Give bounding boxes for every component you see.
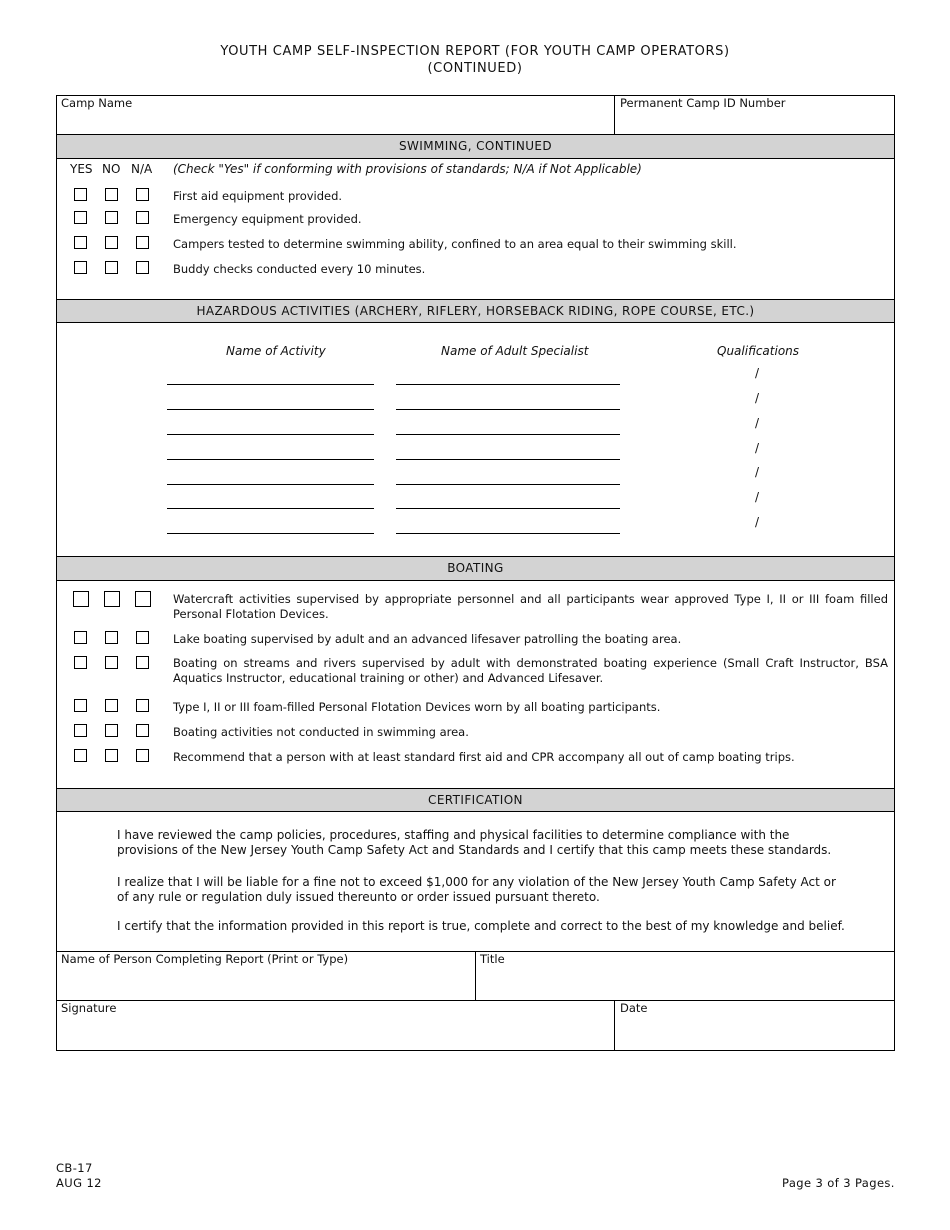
swimming-instruction: (Check "Yes" if conforming with provisions of standards; N/A if Not Applicable) (173, 162, 642, 176)
divider (56, 1000, 895, 1001)
swim-4-na-checkbox[interactable] (136, 261, 149, 274)
activity-input-6[interactable] (167, 508, 374, 509)
activity-input-5[interactable] (167, 484, 374, 485)
qualification-slash: / (755, 465, 760, 479)
activity-input-1[interactable] (167, 384, 374, 385)
boat-5-no-checkbox[interactable] (105, 724, 118, 737)
swim-2-yes-checkbox[interactable] (74, 211, 87, 224)
hazardous-heading: HAZARDOUS ACTIVITIES (ARCHERY, RIFLERY, HORSEBACK RIDING, ROPE COURSE, ETC.) (56, 299, 895, 323)
boat-item-2: Lake boating supervised by adult and an advanced lifesaver patrolling the boating area. (173, 632, 682, 646)
boat-item-1: Watercraft activities supervised by appropriate personnel and all participants wear approved Type I, II or III foam filled Personal Flotation Devices. (173, 592, 888, 621)
boat-5-yes-checkbox[interactable] (74, 724, 87, 737)
swim-item-4: Buddy checks conducted every 10 minutes. (173, 262, 426, 276)
qualification-slash: / (755, 391, 760, 405)
qualification-slash: / (755, 416, 760, 430)
swim-item-2: Emergency equipment provided. (173, 212, 362, 226)
report-subtitle: (CONTINUED) (427, 61, 523, 76)
signature-label: Signature (61, 1001, 117, 1015)
boat-2-na-checkbox[interactable] (136, 631, 149, 644)
boat-6-no-checkbox[interactable] (105, 749, 118, 762)
specialist-input-2[interactable] (396, 409, 620, 410)
name-label: Name of Person Completing Report (Print or Type) (61, 952, 349, 966)
swim-3-yes-checkbox[interactable] (74, 236, 87, 249)
specialist-input-4[interactable] (396, 459, 620, 460)
signature-field[interactable] (57, 1016, 613, 1050)
col-no-label: NO (102, 162, 121, 176)
boat-item-3: Boating on streams and rivers supervised by adult with demonstrated boating experience (Small Craft Instructor, BSA Aquatics Instructor, educational training or other) and Advanced Lifesaver. (173, 656, 888, 685)
title-field[interactable] (476, 967, 894, 1000)
form-code: CB-17 (56, 1161, 93, 1175)
date-field[interactable] (615, 1016, 894, 1050)
col-activity-label: Name of Activity (226, 344, 326, 358)
qualification-slash: / (755, 490, 760, 504)
camp-id-field[interactable] (615, 110, 894, 134)
boat-4-na-checkbox[interactable] (136, 699, 149, 712)
certification-paragraph-2: I realize that I will be liable for a fine not to exceed $1,000 for any violation of the New Jersey Youth Camp Safety Act or of any rule or regulation duly issued thereunto or order issued pursuant thereto. (117, 875, 836, 904)
boat-4-yes-checkbox[interactable] (74, 699, 87, 712)
boat-3-yes-checkbox[interactable] (74, 656, 87, 669)
name-field[interactable] (57, 967, 474, 1000)
specialist-input-7[interactable] (396, 533, 620, 534)
swim-2-no-checkbox[interactable] (105, 211, 118, 224)
boat-4-no-checkbox[interactable] (105, 699, 118, 712)
form-date: AUG 12 (56, 1176, 102, 1190)
boat-item-6: Recommend that a person with at least standard first aid and CPR accompany all out of camp boating trips. (173, 750, 795, 764)
qualification-slash: / (755, 441, 760, 455)
swim-4-no-checkbox[interactable] (105, 261, 118, 274)
swimming-heading: SWIMMING, CONTINUED (56, 134, 895, 159)
date-label: Date (620, 1001, 648, 1015)
certification-paragraph-1: I have reviewed the camp policies, procedures, staffing and physical facilities to determine compliance with the provisions of the New Jersey Youth Camp Safety Act and Standards and I certify that this camp meets these standards. (117, 828, 832, 857)
boat-3-no-checkbox[interactable] (105, 656, 118, 669)
title-label: Title (480, 952, 505, 966)
camp-name-field[interactable] (57, 110, 613, 134)
boat-1-no-checkbox[interactable] (104, 591, 120, 607)
page-number: Page 3 of 3 Pages. (782, 1176, 895, 1190)
boat-1-yes-checkbox[interactable] (73, 591, 89, 607)
swim-item-1: First aid equipment provided. (173, 189, 343, 203)
report-title: YOUTH CAMP SELF-INSPECTION REPORT (FOR YOUTH CAMP OPERATORS) (220, 44, 730, 59)
qualification-slash: / (755, 515, 760, 529)
col-specialist-label: Name of Adult Specialist (441, 344, 589, 358)
swim-1-no-checkbox[interactable] (105, 188, 118, 201)
boat-2-yes-checkbox[interactable] (74, 631, 87, 644)
specialist-input-6[interactable] (396, 508, 620, 509)
certification-heading: CERTIFICATION (56, 788, 895, 812)
swim-item-3: Campers tested to determine swimming ability, confined to an area equal to their swimming skill. (173, 237, 737, 251)
boating-heading: BOATING (56, 556, 895, 581)
qualification-slash: / (755, 366, 760, 380)
camp-id-label: Permanent Camp ID Number (620, 96, 786, 110)
boat-item-5: Boating activities not conducted in swimming area. (173, 725, 469, 739)
activity-input-2[interactable] (167, 409, 374, 410)
swim-4-yes-checkbox[interactable] (74, 261, 87, 274)
col-na-label: N/A (131, 162, 153, 176)
col-yes-label: YES (70, 162, 93, 176)
boat-item-4: Type I, II or III foam-filled Personal Flotation Devices worn by all boating participants. (173, 700, 661, 714)
camp-name-label: Camp Name (61, 96, 133, 110)
swim-3-no-checkbox[interactable] (105, 236, 118, 249)
boat-5-na-checkbox[interactable] (136, 724, 149, 737)
specialist-input-1[interactable] (396, 384, 620, 385)
swim-1-yes-checkbox[interactable] (74, 188, 87, 201)
boat-2-no-checkbox[interactable] (105, 631, 118, 644)
boat-1-na-checkbox[interactable] (135, 591, 151, 607)
activity-input-4[interactable] (167, 459, 374, 460)
boat-6-na-checkbox[interactable] (136, 749, 149, 762)
certification-paragraph-3: I certify that the information provided in this report is true, complete and correct to the best of my knowledge and belief. (117, 919, 845, 933)
swim-3-na-checkbox[interactable] (136, 236, 149, 249)
specialist-input-5[interactable] (396, 484, 620, 485)
boat-6-yes-checkbox[interactable] (74, 749, 87, 762)
activity-input-3[interactable] (167, 434, 374, 435)
specialist-input-3[interactable] (396, 434, 620, 435)
hazardous-section (56, 299, 895, 557)
col-qualifications-label: Qualifications (717, 344, 800, 358)
activity-input-7[interactable] (167, 533, 374, 534)
swim-1-na-checkbox[interactable] (136, 188, 149, 201)
boat-3-na-checkbox[interactable] (136, 656, 149, 669)
swim-2-na-checkbox[interactable] (136, 211, 149, 224)
